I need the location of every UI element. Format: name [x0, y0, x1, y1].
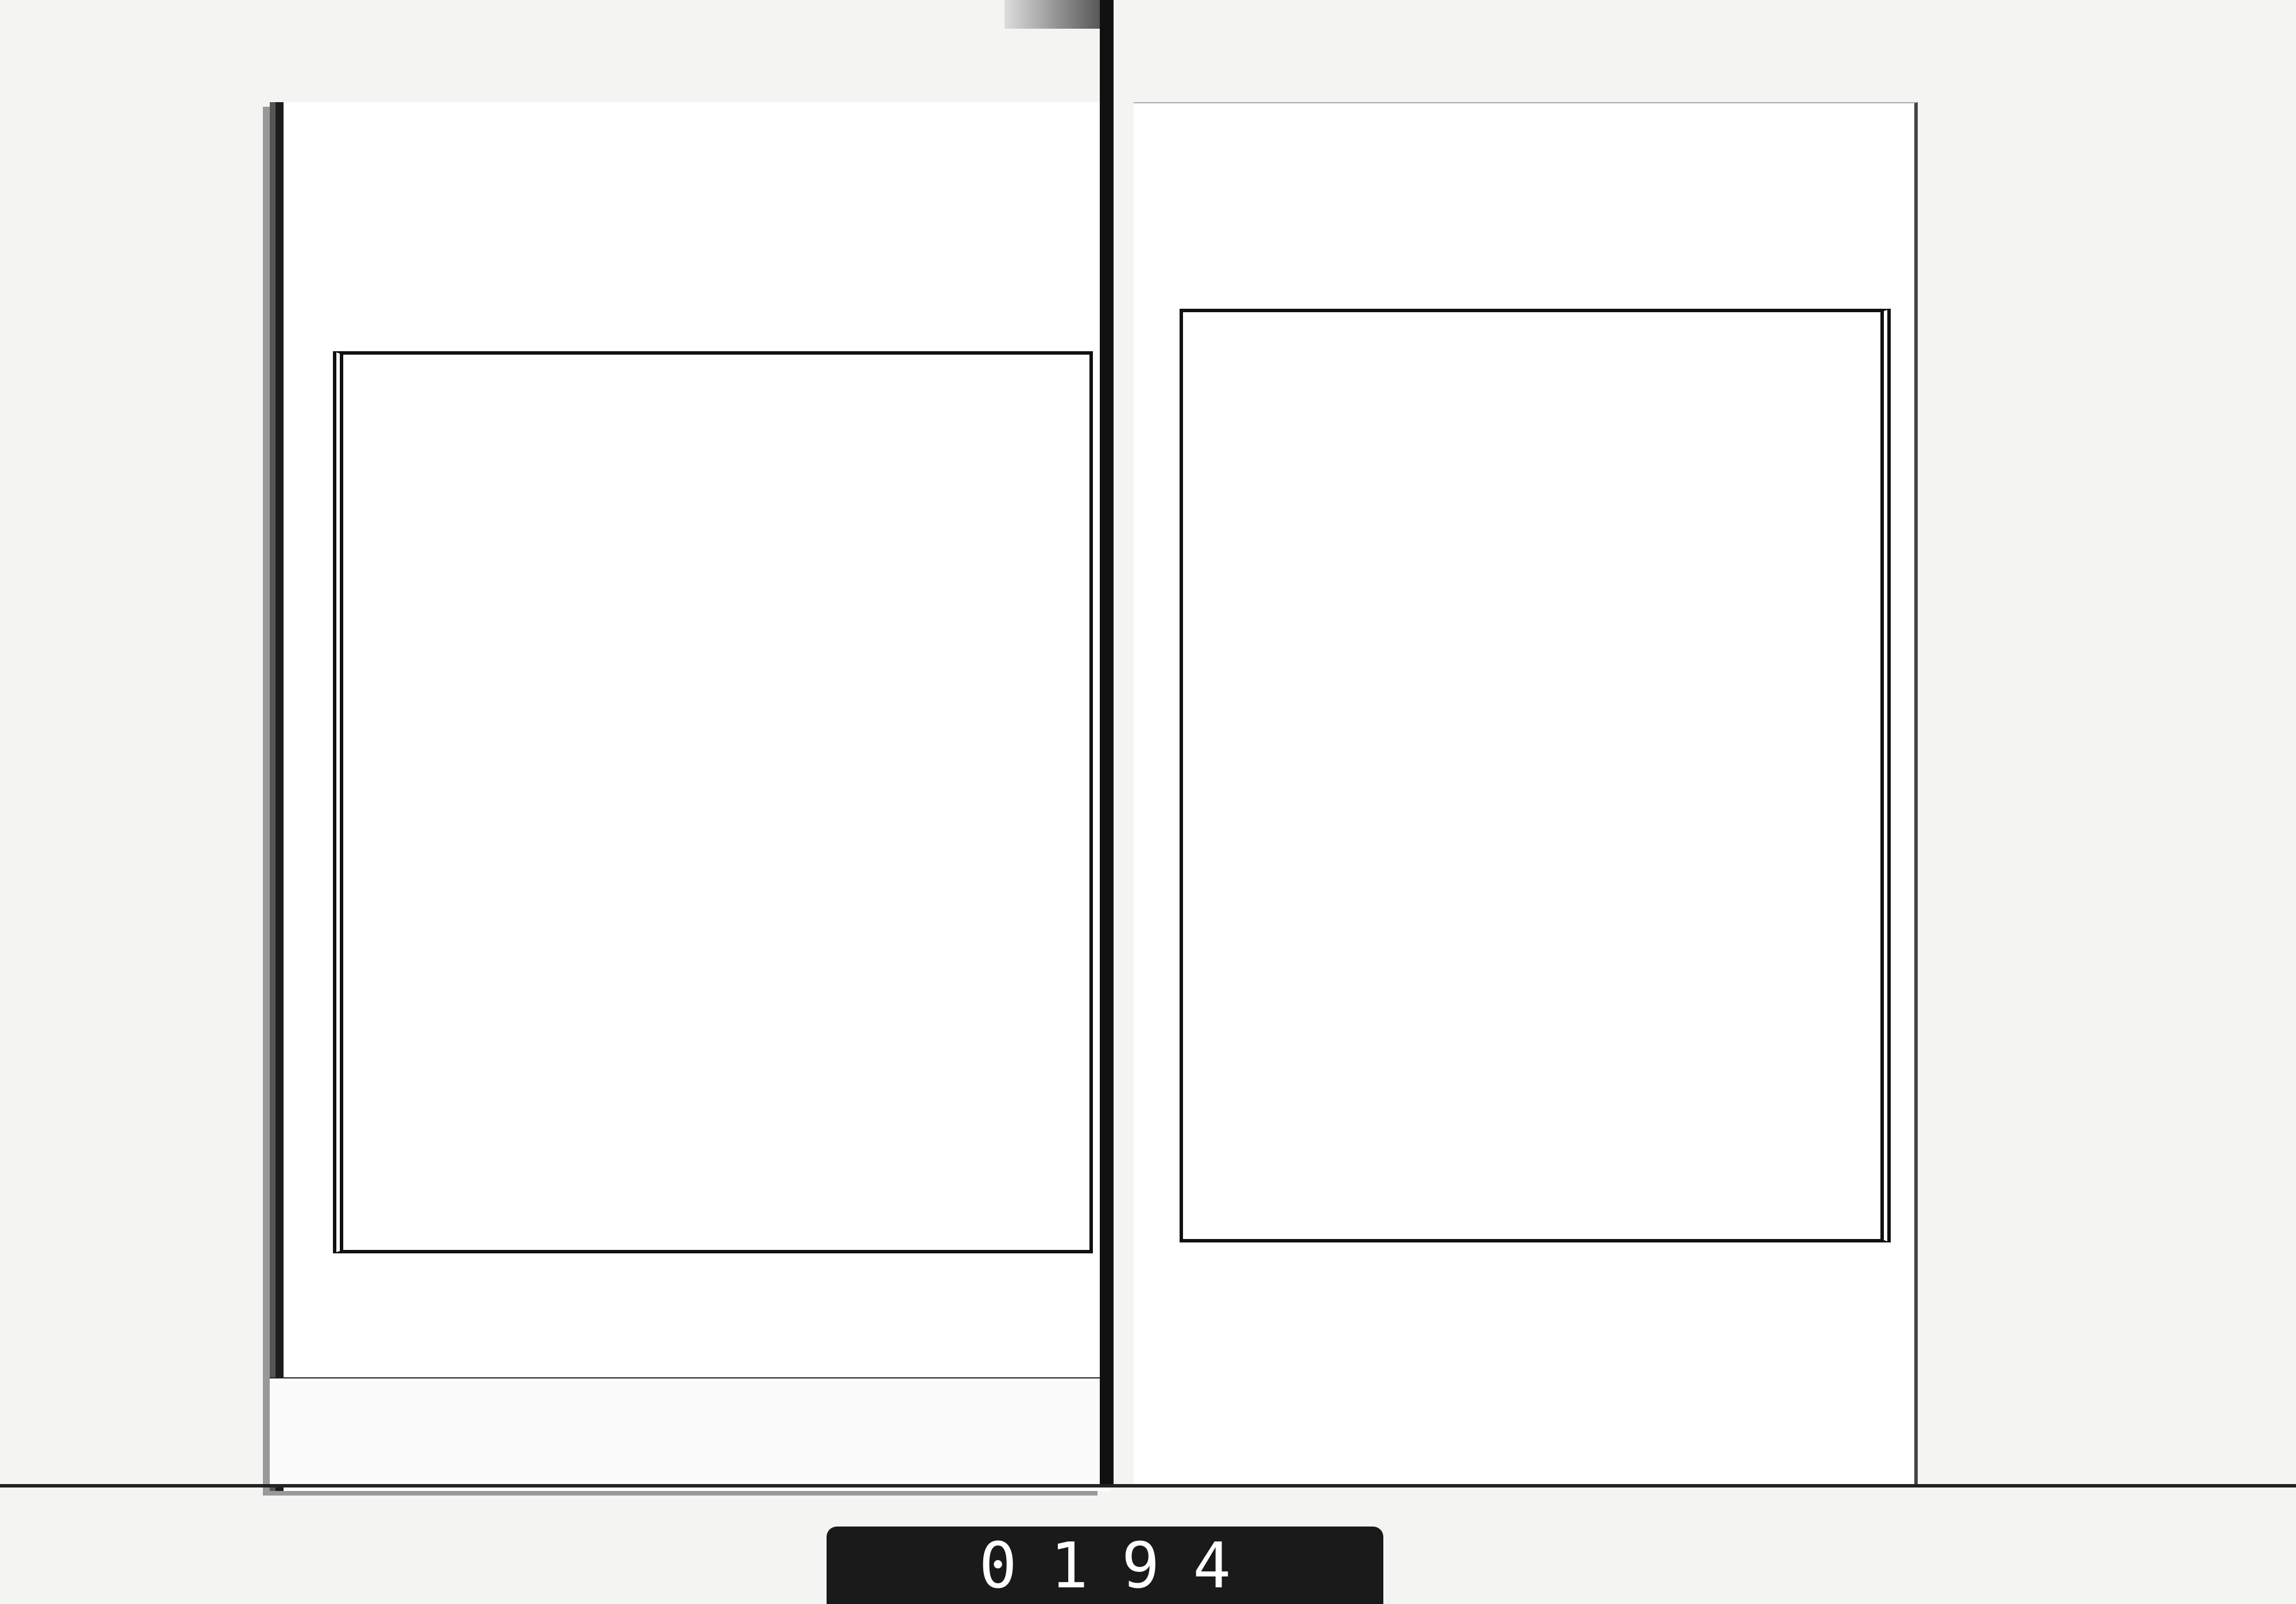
- frame-number-label: 0194: [827, 1527, 1383, 1604]
- left-page-text: [356, 367, 1056, 1228]
- right-page-text: [1203, 325, 1857, 1220]
- left-page-bottom-flap: [270, 1377, 1108, 1488]
- right-page-margin-title: [1888, 344, 1929, 1205]
- book-gutter: [1100, 0, 1114, 1486]
- scan-bottom-edge: [0, 1484, 2296, 1488]
- gutter-top-stain: [1004, 0, 1102, 29]
- left-page-margin-title: [296, 373, 336, 1234]
